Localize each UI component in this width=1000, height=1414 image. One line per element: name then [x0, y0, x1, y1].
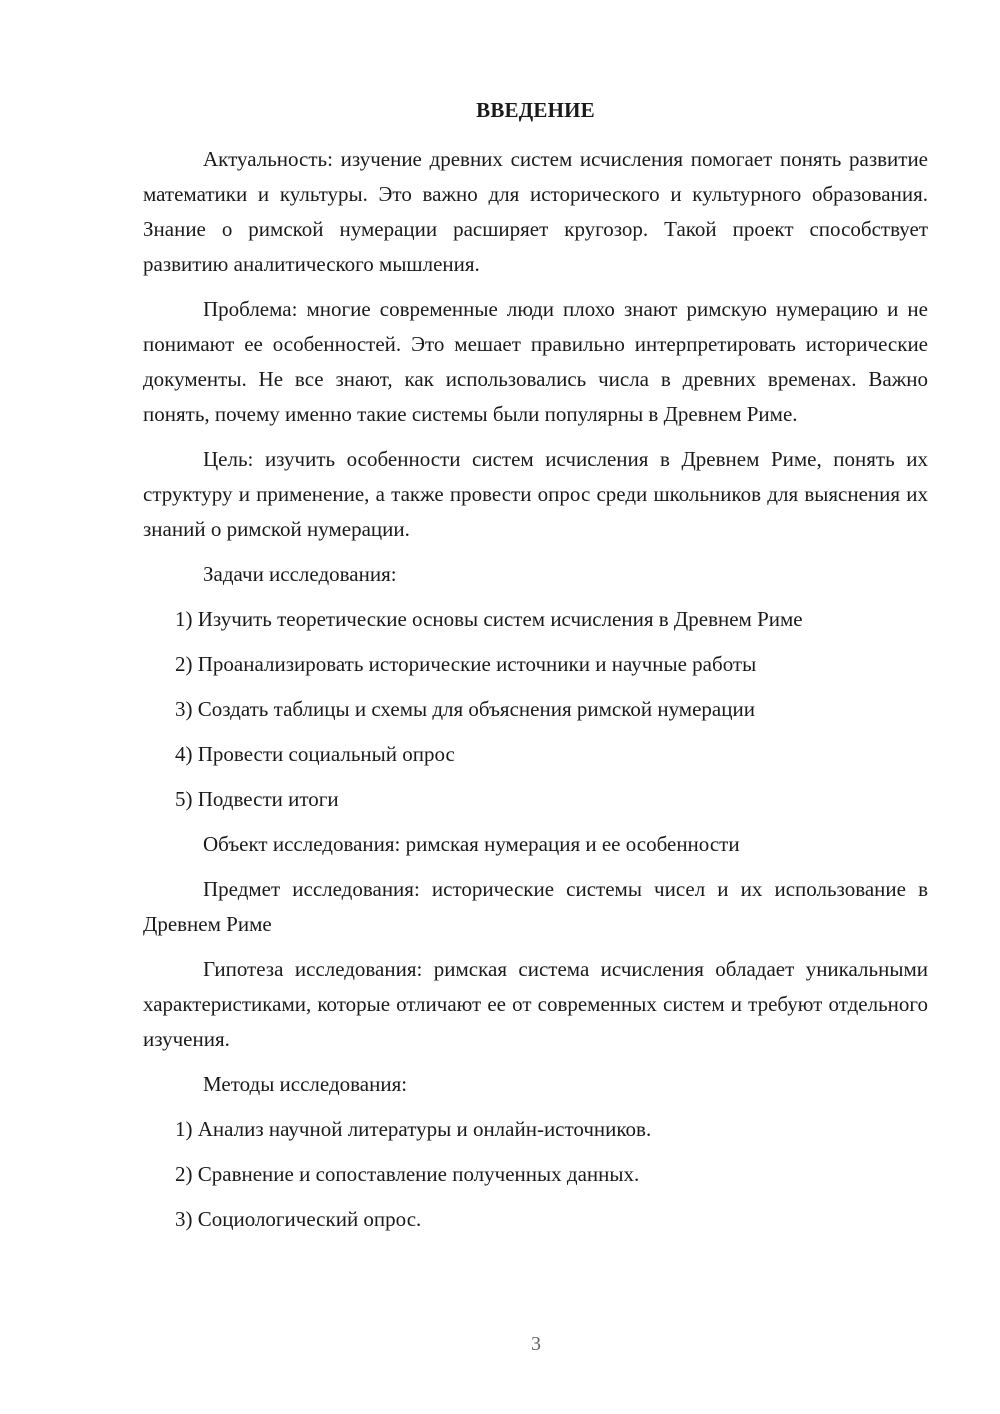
- page-number: 3: [531, 1333, 541, 1355]
- list-item: 2) Проанализировать исторические источники и научные работы: [175, 652, 757, 676]
- list-item: 2) Сравнение и сопоставление полученных данных.: [175, 1162, 640, 1186]
- object-paragraph: Объект исследования: римская нумерация и ее особенности: [203, 832, 740, 856]
- subject-paragraph: Предмет исследования: исторические системы чисел и их использование в Древнем Риме: [143, 877, 928, 936]
- list-item: 1) Изучить теоретические основы систем исчисления в Древнем Риме: [175, 607, 803, 631]
- relevance-paragraph: Актуальность: изучение древних систем исчисления помогает понять развитие математики и культуры. Это важно для исторического и культурного образования. Знание о римской нумерации расширяет кругозор. Такой проект способствует развитию аналитического мышления.: [143, 147, 928, 276]
- methods-heading: Методы исследования:: [203, 1072, 408, 1096]
- list-item: 3) Создать таблицы и схемы для объяснения римской нумерации: [175, 697, 755, 721]
- list-item: 3) Социологический опрос.: [175, 1207, 422, 1231]
- tasks-list: [143, 602, 928, 817]
- tasks-heading: Задачи исследования:: [203, 562, 397, 586]
- list-item: 5) Подвести итоги: [175, 787, 339, 811]
- list-item: 1) Анализ научной литературы и онлайн-источников.: [175, 1117, 652, 1141]
- list-item: 4) Провести социальный опрос: [175, 742, 455, 766]
- hypothesis-paragraph: Гипотеза исследования: римская система исчисления обладает уникальными характеристиками, которые отличают ее от современных систем и требуют отдельного изучения.: [143, 957, 928, 1051]
- section-title: ВВЕДЕНИЕ: [476, 98, 595, 122]
- document-page: [143, 96, 928, 1247]
- methods-list: [143, 1112, 928, 1237]
- problem-paragraph: Проблема: многие современные люди плохо знают римскую нумерацию и не понимают ее особенностей. Это мешает правильно интерпретировать исторические документы. Не все знают, как использовались числа в древних временах. Важно понять, почему именно такие системы были популярны в Древнем Риме.: [143, 297, 928, 426]
- goal-paragraph: Цель: изучить особенности систем исчисления в Древнем Риме, понять их структуру и применение, а также провести опрос среди школьников для выяснения их знаний о римской нумерации.: [143, 447, 928, 541]
